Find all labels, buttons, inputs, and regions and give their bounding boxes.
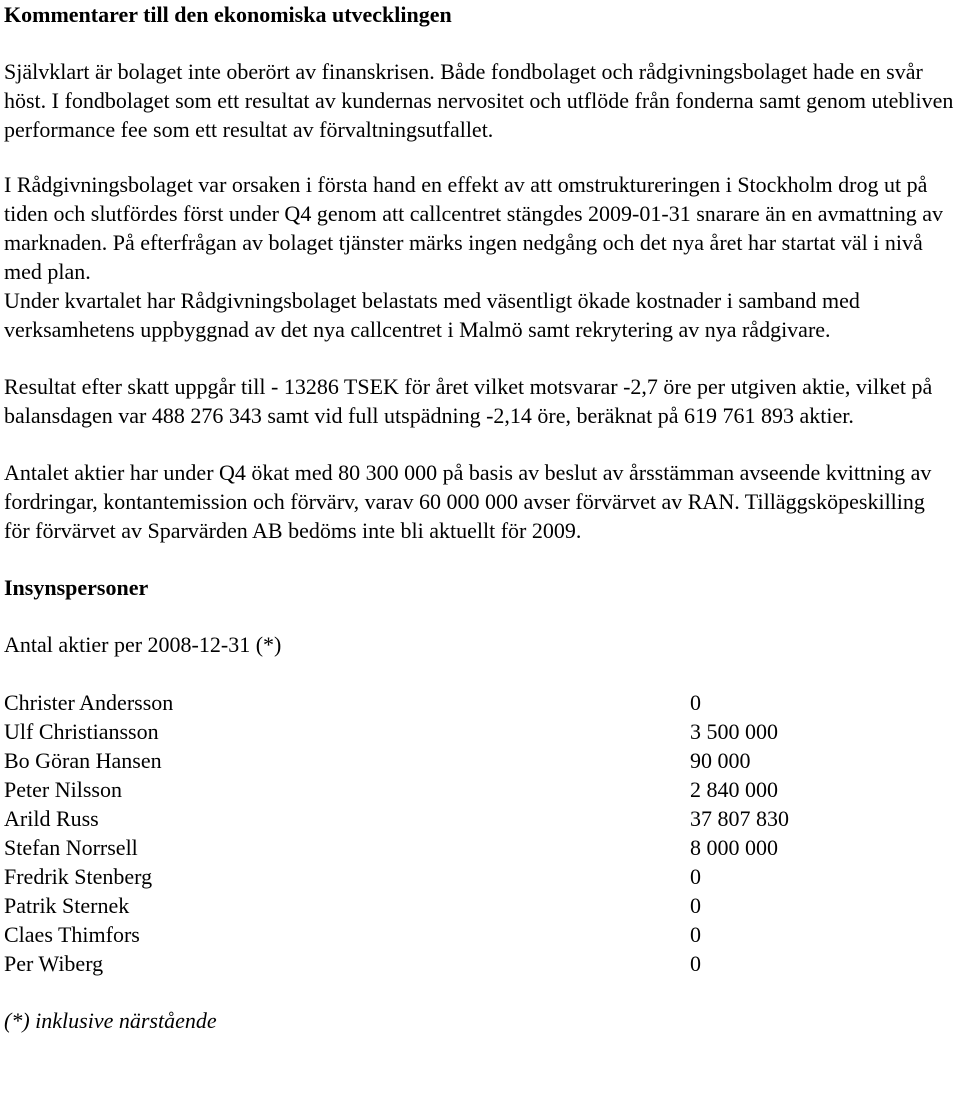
holder-name: Claes Thimfors: [4, 922, 140, 947]
heading-insiders: Insynspersoner: [4, 575, 149, 600]
holder-name: Arild Russ: [4, 806, 99, 831]
holder-shares: 2 840 000: [690, 777, 778, 802]
holder-shares: 0: [690, 922, 701, 947]
holder-name: Stefan Norrsell: [4, 835, 138, 860]
holder-name: Patrik Sternek: [4, 893, 130, 918]
paragraph-quarter-costs: Under kvartalet har Rådgivningsbolaget belastats med väsentligt ökade kostnader i samband med verksamhetens uppbyggnad av det nya callcentret i Malmö samt rekrytering av nya rådgivare.: [4, 288, 860, 342]
holder-name: Per Wiberg: [4, 951, 104, 976]
paragraph-result: Resultat efter skatt uppgår till - 13286 TSEK för året vilket motsvarar -2,7 öre per utgiven aktie, vilket på balansdagen var 488 276 343 samt vid full utspädning -2,14 öre, beräknat på 619 761 893 aktier.: [4, 374, 933, 428]
holder-shares: 3 500 000: [690, 719, 778, 744]
holder-name: Fredrik Stenberg: [4, 864, 153, 889]
holder-shares: 0: [690, 864, 701, 889]
holder-shares: 0: [690, 690, 701, 715]
insider-holdings-table: [4, 688, 956, 978]
paragraph-financial-crisis: Självklart är bolaget inte oberört av finanskrisen. Både fondbolaget och rådgivningsbolaget hade en svår höst. I fondbolaget som ett resultat av kundernas nervositet och utflöde från fonderna samt genom utebliven performance fee som ett resultat av förvaltningsutfallet.: [4, 59, 954, 142]
holder-shares: 37 807 830: [690, 806, 789, 831]
holder-name: Bo Göran Hansen: [4, 748, 162, 773]
holder-shares: 90 000: [690, 748, 751, 773]
heading-economic-development: Kommentarer till den ekonomiska utvecklingen: [4, 2, 452, 27]
document-page: [4, 0, 956, 1035]
footnote: (*) inklusive närstående: [4, 1008, 217, 1033]
paragraph-advisory-restructuring: I Rådgivningsbolaget var orsaken i första hand en effekt av att omstruktureringen i Stockholm drog ut på tiden och slutfördes först under Q4 genom att callcentret stängdes 2009-01-31 snarare än en avmattning av marknaden. På efterfrågan av bolaget tjänster märks ingen nedgång och det nya året har startat väl i nivå med plan.: [4, 172, 943, 284]
holder-name: Ulf Christiansson: [4, 719, 159, 744]
holder-name: Christer Andersson: [4, 690, 174, 715]
paragraph-share-count: Antalet aktier har under Q4 ökat med 80 300 000 på basis av beslut av årsstämman avseende kvittning av fordringar, kontantemission och förvärv, varav 60 000 000 avser förvärvet av RAN. Tilläggsköpeskilling för förvärvet av Sparvärden AB bedöms inte bli aktuellt för 2009.: [4, 460, 932, 543]
holder-name: Peter Nilsson: [4, 777, 122, 802]
holder-shares: 8 000 000: [690, 835, 778, 860]
holder-shares: 0: [690, 893, 701, 918]
holder-shares: 0: [690, 951, 701, 976]
shares-caption: Antal aktier per 2008-12-31 (*): [4, 632, 282, 657]
